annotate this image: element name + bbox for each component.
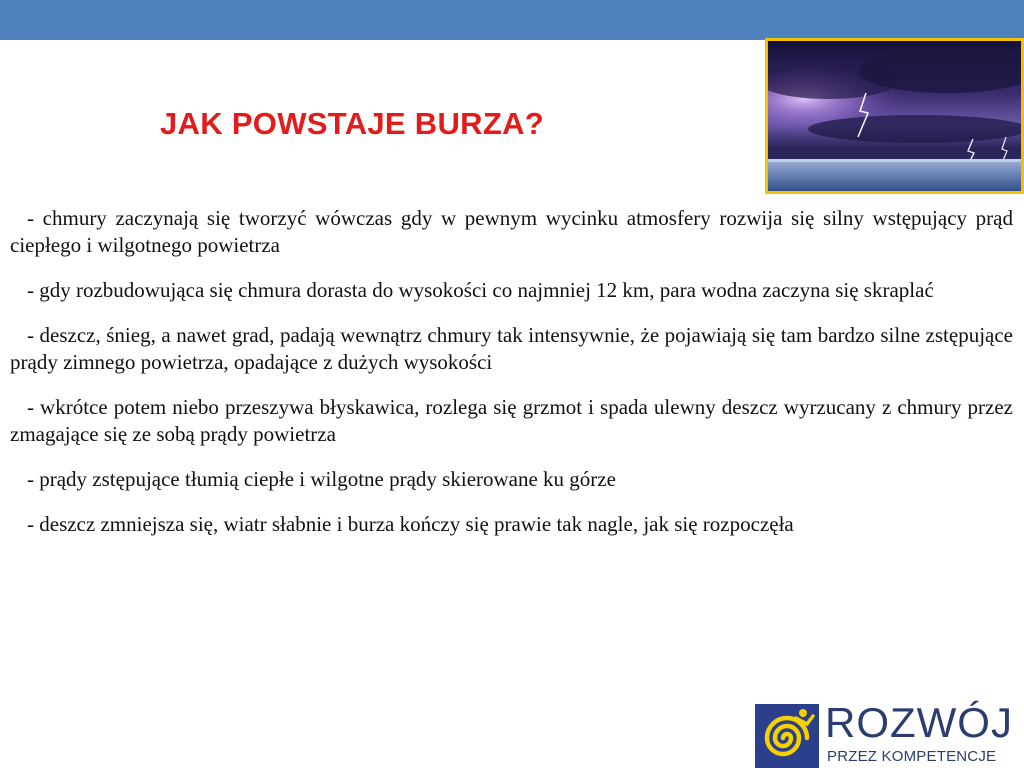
- spiral-figure-logo-icon: [755, 704, 819, 768]
- storm-photo: [765, 38, 1024, 194]
- paragraph-lightning: - wkrótce potem niebo przeszywa błyskawica, rozlega się grzmot i spada ulewny deszcz wyrzucany z chmury przez zmagające się ze sobą prądy powietrza: [10, 395, 1013, 446]
- paragraph-downdrafts: - prądy zstępujące tłumią ciepłe i wilgotne prądy skierowane ku górze: [27, 467, 616, 491]
- paragraph-storm-end: - deszcz zmniejsza się, wiatr słabnie i burza kończy się prawie tak nagle, jak się rozpoczęła: [27, 512, 794, 536]
- paragraph-precipitation: - deszcz, śnieg, a nawet grad, padają wewnątrz chmury tak intensywnie, że pojawiają się tam bardzo silne zstępujące prądy zimnego powietrza, opadające z dużych wysokości: [10, 323, 1013, 374]
- paragraph-cloud-formation: - chmury zaczynają się tworzyć wówczas gdy w pewnym wycinku atmosfery rozwija się silny wstępujący prąd ciepłego i wilgotnego powietrza: [10, 206, 1013, 257]
- top-bar: [0, 0, 1024, 40]
- logo-wordmark: ROZWÓJ: [825, 699, 1013, 746]
- storm-lightning-photo: [768, 41, 1021, 191]
- paragraph-condensation: - gdy rozbudowująca się chmura dorasta do wysokości co najmniej 12 km, para wodna zaczyna się skraplać: [27, 278, 934, 302]
- slide-title: JAK POWSTAJE BURZA?: [160, 106, 545, 141]
- rozwoj-logo: [755, 700, 1024, 768]
- slide-body: [10, 205, 1013, 556]
- logo-subtitle: PRZEZ KOMPETENCJE: [827, 748, 997, 765]
